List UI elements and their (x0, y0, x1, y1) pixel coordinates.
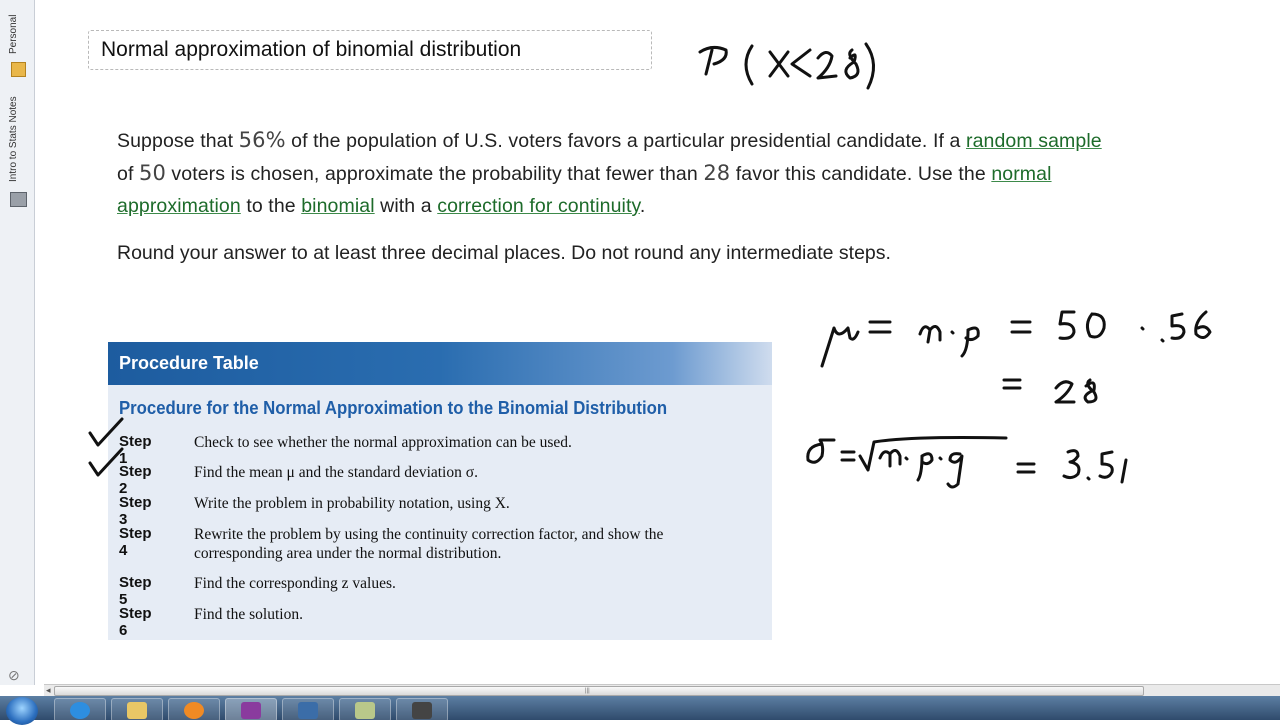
step-label: Step 6 (119, 605, 152, 639)
grip-icon: ||| (585, 688, 590, 694)
app-icon (355, 702, 375, 719)
taskbar-onenote[interactable] (225, 698, 277, 722)
handwritten-probability (690, 36, 900, 98)
problem-fragment: of (117, 163, 139, 185)
problem-fragment: of the population of U.S. voters favors a particular presidential candidate. If a (285, 130, 966, 152)
correction-for-continuity-link[interactable]: correction for continuity (437, 195, 640, 217)
checkmark-icon (86, 415, 126, 490)
percent-value: 56% (238, 128, 286, 152)
notebook-icon[interactable] (11, 62, 26, 77)
problem-fragment: favor this candidate. Use the (730, 163, 992, 185)
taskbar-explorer[interactable] (111, 698, 163, 722)
notebook-icon[interactable] (10, 192, 27, 207)
onenote-icon (241, 702, 261, 719)
problem-fragment: with a (374, 195, 438, 217)
page-title: Normal approximation of binomial distribution (101, 38, 522, 61)
binomial-link[interactable]: binomial (301, 195, 375, 217)
sample-size-value: 50 (138, 161, 166, 185)
step-text: Find the solution. (194, 606, 303, 623)
step-text: Write the problem in probability notation, using X. (194, 495, 510, 512)
taskbar-app-2[interactable] (339, 698, 391, 722)
taskbar-app-3[interactable] (396, 698, 448, 722)
scroll-left-arrow-icon[interactable]: ◂ (46, 685, 51, 695)
step-text: Rewrite the problem by using the continuity correction factor, and show the corresponding area under the normal distribution. (194, 526, 664, 562)
problem-fragment: to the (240, 195, 302, 217)
problem-fragment: Suppose that (117, 130, 239, 152)
step-text: Find the corresponding z values. (194, 575, 396, 592)
taskbar-internet-explorer[interactable] (54, 698, 106, 722)
start-button[interactable] (6, 697, 38, 725)
horizontal-scrollbar[interactable] (44, 684, 1280, 696)
step-label: Step 1 (119, 433, 152, 467)
page-title-box[interactable] (88, 30, 652, 70)
normal-approximation-link[interactable]: normal approximation (117, 163, 1052, 217)
step-label: Step 4 (119, 525, 152, 559)
app-icon (412, 702, 432, 719)
procedure-table (108, 342, 772, 640)
procedure-table-header: Procedure Table (108, 342, 772, 385)
step-text: Find the mean μ and the standard deviation σ. (194, 464, 478, 481)
rounding-instruction: Round your answer to at least three decimal places. Do not round any intermediate steps. (117, 242, 891, 264)
taskbar-app-1[interactable] (282, 698, 334, 722)
notebook-tab-personal[interactable]: Personal (8, 14, 19, 55)
internet-explorer-icon (70, 702, 90, 719)
media-player-icon (184, 702, 204, 719)
scrollbar-thumb[interactable] (54, 686, 1144, 696)
taskbar (0, 696, 1280, 720)
handwritten-mean (812, 300, 1232, 415)
notebook-tab-intro-stats[interactable]: Intro to Stats Notes (8, 96, 19, 183)
problem-text (117, 124, 1107, 222)
unfiled-notes-icon[interactable]: ⊘ (8, 667, 20, 683)
step-label: Step 5 (119, 574, 152, 608)
step-label: Step 3 (119, 494, 152, 528)
threshold-value: 28 (703, 161, 731, 185)
taskbar-media-player[interactable] (168, 698, 220, 722)
notebook-nav (0, 0, 35, 685)
random-sample-link[interactable]: random sample (966, 130, 1102, 152)
app-icon (298, 702, 318, 719)
handwritten-standard-deviation (800, 430, 1140, 500)
problem-fragment: voters is chosen, approximate the probability that fewer than (165, 163, 704, 185)
procedure-subtitle: Procedure for the Normal Approximation to the Binomial Distribution (119, 398, 668, 418)
problem-fragment: . (639, 195, 646, 217)
step-label: Step 2 (119, 463, 152, 497)
step-text: Check to see whether the normal approximation can be used. (194, 434, 572, 451)
folder-icon (127, 702, 147, 719)
